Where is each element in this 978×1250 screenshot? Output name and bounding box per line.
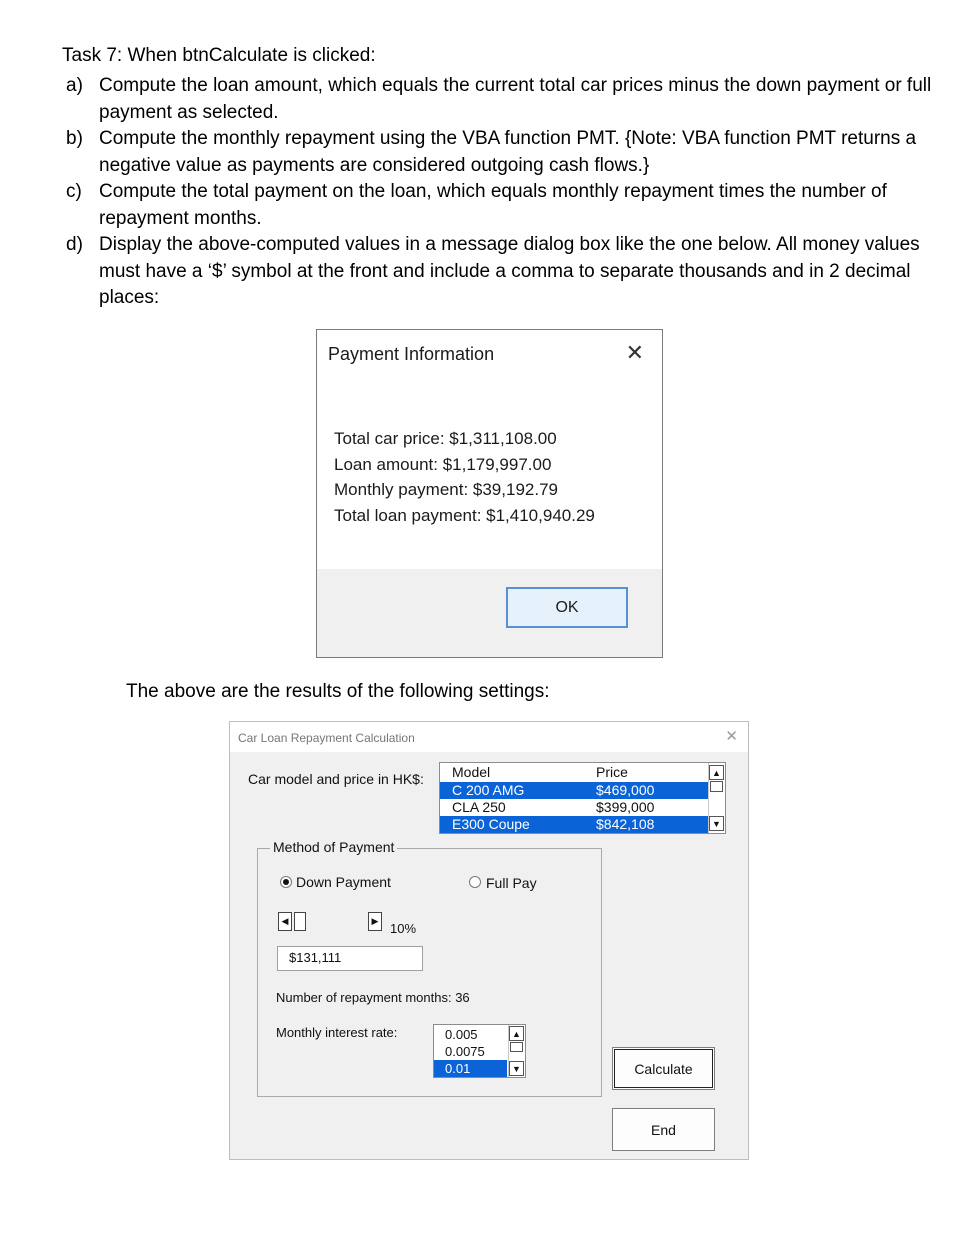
frame-label: Method of Payment — [270, 839, 397, 855]
car-loan-form — [229, 721, 749, 1160]
list-item-price[interactable]: $399,000 — [596, 799, 655, 815]
monthly-payment-line: Monthly payment: $39,192.79 — [334, 480, 558, 500]
task-item-marker: a) — [66, 75, 83, 96]
column-header-price: Price — [596, 764, 628, 780]
dialog-message — [334, 426, 595, 529]
task-item-text: Compute the monthly repayment using the VBA function PMT. {Note: VBA function PMT returns a negative value as payments are considered outgoing cash flows.} — [99, 128, 917, 176]
task-item-marker: d) — [66, 234, 83, 255]
car-listbox[interactable] — [439, 762, 726, 834]
loan-amount-line: Loan amount: $1,179,997.00 — [334, 454, 552, 474]
scroll-thumb[interactable] — [510, 1042, 523, 1052]
scroll-down-icon[interactable]: ▼ — [709, 816, 724, 831]
ok-button[interactable]: OK — [506, 587, 628, 628]
dialog-footer — [317, 569, 662, 657]
task-title: Task 7: When btnCalculate is clicked: — [62, 45, 376, 66]
task-item-marker: c) — [66, 181, 82, 202]
total-car-price-line: Total car price: $1,311,108.00 — [334, 429, 557, 448]
column-header-model: Model — [452, 764, 491, 780]
list-item-price[interactable]: $469,000 — [596, 782, 655, 798]
form-title: Car Loan Repayment Calculation — [238, 731, 415, 745]
task-item-b — [66, 126, 936, 179]
calculate-button[interactable]: Calculate — [612, 1047, 715, 1090]
close-icon[interactable]: ✕ — [625, 340, 644, 365]
payment-method-frame — [257, 839, 602, 1097]
task-item-a — [66, 73, 936, 126]
interest-rate-label: Monthly interest rate: — [276, 1025, 398, 1040]
scroll-down-icon[interactable]: ▼ — [509, 1061, 524, 1076]
repayment-months-label: Number of repayment months: 36 — [276, 990, 470, 1005]
total-loan-payment-line: Total loan payment: $1,410,940.29 — [334, 506, 595, 526]
form-titlebar — [230, 722, 748, 752]
percent-label: 10% — [390, 921, 417, 936]
scroll-right-icon[interactable]: ▶ — [368, 912, 382, 931]
task-list — [66, 73, 936, 312]
interest-rate-listbox[interactable] — [433, 1024, 526, 1078]
list-item-model[interactable]: C 200 AMG — [452, 782, 525, 798]
scroll-thumb[interactable] — [294, 912, 306, 931]
task-item-d — [66, 232, 936, 312]
dialog-title: Payment Information — [328, 344, 495, 364]
settings-caption: The above are the results of the following settings: — [126, 681, 550, 702]
down-payment-radio[interactable] — [280, 876, 292, 888]
task-item-text: Compute the loan amount, which equals the current total car prices minus the down payment or full payment as selected. — [99, 75, 932, 123]
payment-info-dialog — [316, 329, 663, 658]
down-payment-label[interactable]: Down Payment — [296, 874, 391, 890]
model-price-label: Car model and price in HK$: — [248, 771, 424, 787]
task-item-text: Compute the total payment on the loan, which equals monthly repayment times the number of repayment months. — [99, 181, 887, 229]
scroll-up-icon[interactable]: ▲ — [709, 765, 724, 780]
down-amount-input[interactable]: $131,111 — [277, 946, 423, 971]
full-pay-radio[interactable] — [469, 876, 481, 888]
list-item-rate[interactable]: 0.01 — [445, 1061, 471, 1076]
task-item-marker: b) — [66, 128, 83, 149]
close-icon[interactable]: ✕ — [725, 728, 738, 745]
list-item-price[interactable]: $842,108 — [596, 816, 655, 832]
listbox-scrollbar[interactable] — [708, 763, 725, 833]
list-item-model[interactable]: CLA 250 — [452, 799, 506, 815]
end-button[interactable]: End — [612, 1108, 715, 1151]
rate-scrollbar[interactable] — [508, 1025, 525, 1077]
full-pay-label[interactable]: Full Pay — [486, 875, 537, 891]
scroll-up-icon[interactable]: ▲ — [509, 1026, 524, 1041]
scroll-thumb[interactable] — [710, 781, 723, 792]
percent-scrollbar[interactable] — [278, 912, 382, 931]
task-item-text: Display the above-computed values in a message dialog box like the one below. All money values must have a ‘$’ symbol at the front and include a comma to separate thousands and in 2 decimal places: — [99, 234, 920, 308]
list-item-model[interactable]: E300 Coupe — [452, 816, 530, 832]
scroll-left-icon[interactable]: ◀ — [278, 912, 292, 931]
list-item-rate[interactable]: 0.0075 — [445, 1044, 485, 1059]
list-item-rate[interactable]: 0.005 — [445, 1027, 478, 1042]
task-item-c — [66, 179, 936, 232]
